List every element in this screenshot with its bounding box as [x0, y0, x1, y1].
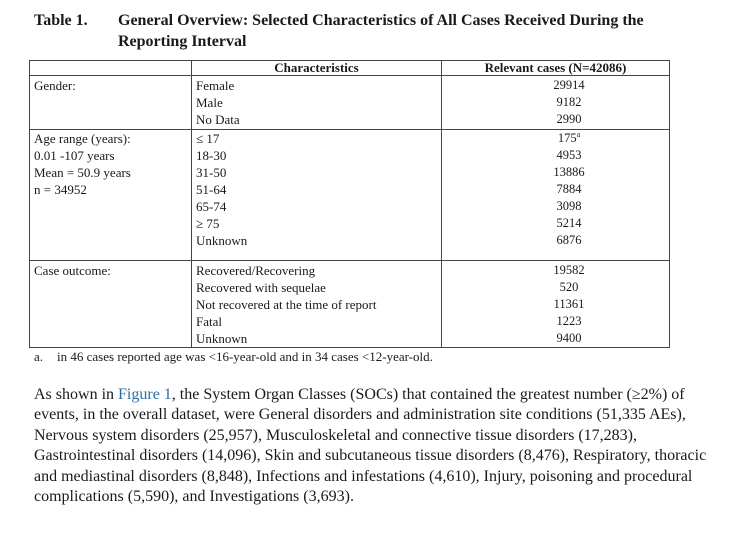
column-rule-2 — [441, 60, 442, 348]
footnote-marker: a — [576, 129, 581, 139]
table-right-border — [669, 60, 670, 348]
gender-female: Female — [196, 78, 235, 93]
gender-no-data: No Data — [196, 112, 240, 127]
table-left-border — [29, 60, 30, 348]
table-title: General Overview: Selected Characteristics of All Cases Received During the Reporting Interval — [118, 12, 644, 50]
outcome-sequelae: Recovered with sequelae — [196, 280, 326, 295]
gender-label: Gender: — [34, 78, 76, 93]
age-label: Age range (years): — [34, 131, 131, 146]
paragraph-lead: As shown in — [34, 386, 119, 403]
outcome-label: Case outcome: — [34, 263, 111, 278]
header-characteristics: Characteristics — [274, 60, 359, 75]
outcome-unknown-value: 9400 — [556, 331, 582, 345]
age-row-17-value — [469, 130, 669, 147]
outcome-recovered-value: 19582 — [553, 263, 585, 277]
outcome-recovered: Recovered/Recovering — [196, 263, 316, 278]
outcome-fatal: Fatal — [196, 314, 222, 329]
age-row-31-50-value: 13886 — [553, 165, 585, 179]
age-row-unknown-value: 6876 — [556, 233, 582, 247]
gender-female-value: 29914 — [553, 78, 585, 92]
table-footnote — [34, 348, 433, 365]
paragraph-body: , the System Organ Classes (SOCs) that contained the greatest number (≥2%) of events, in the overall dataset, were General disorders and administration site conditions (51,335 AEs), Nervous system disorders (25,957), Musculoskeletal and connective tissue disorders (17,283), Gastrointestinal disorders (14,096), Skin and subcutaneous tissue disorders (8,476), Respiratory, thoracic and mediastinal disorders (8,848), Infections and infestations (4,610), Injury, poisoning and procedural complications (5,590), and Investigations (3,693). — [34, 386, 707, 506]
footnote-mark: a. — [34, 349, 44, 364]
age-row-51-64: 51-64 — [196, 182, 227, 197]
column-rule-1 — [191, 60, 192, 348]
age-row-51-64-value: 7884 — [556, 182, 582, 196]
age-n: n = 34952 — [34, 182, 87, 197]
gender-no-data-value: 2990 — [556, 112, 582, 126]
age-row-31-50: 31-50 — [196, 165, 227, 180]
age-row-unknown: Unknown — [196, 233, 248, 248]
outcome-unknown: Unknown — [196, 331, 248, 346]
outcome-sequelae-value: 520 — [559, 280, 579, 294]
age-row-17: ≤ 17 — [196, 131, 220, 146]
age-range: 0.01 -107 years — [34, 148, 115, 163]
age-row-18-30: 18-30 — [196, 148, 227, 163]
footnote-text: in 46 cases reported age was <16-year-old and in 34 cases <12-year-old. — [57, 349, 433, 364]
gender-male-value: 9182 — [556, 95, 582, 109]
age-row-75-value: 5214 — [556, 216, 582, 230]
age-row-17-number: 175 — [557, 131, 577, 145]
gender-male: Male — [196, 95, 223, 110]
header-relevant-cases: Relevant cases (N=42086) — [484, 60, 627, 75]
age-rule — [29, 260, 670, 261]
age-row-18-30-value: 4953 — [556, 148, 582, 162]
characteristics-table — [29, 60, 670, 348]
age-row-75: ≥ 75 — [196, 216, 220, 231]
figure-link[interactable]: Figure 1 — [118, 386, 172, 403]
age-row-65-74-value: 3098 — [556, 199, 582, 213]
age-mean: Mean = 50.9 years — [34, 165, 131, 180]
outcome-fatal-value: 1223 — [556, 314, 582, 328]
age-row-65-74: 65-74 — [196, 199, 227, 214]
body-paragraph — [34, 385, 714, 507]
outcome-not-recovered-value: 11361 — [553, 297, 585, 311]
table-number: Table 1. — [34, 12, 88, 29]
outcome-not-recovered: Not recovered at the time of report — [196, 297, 377, 312]
